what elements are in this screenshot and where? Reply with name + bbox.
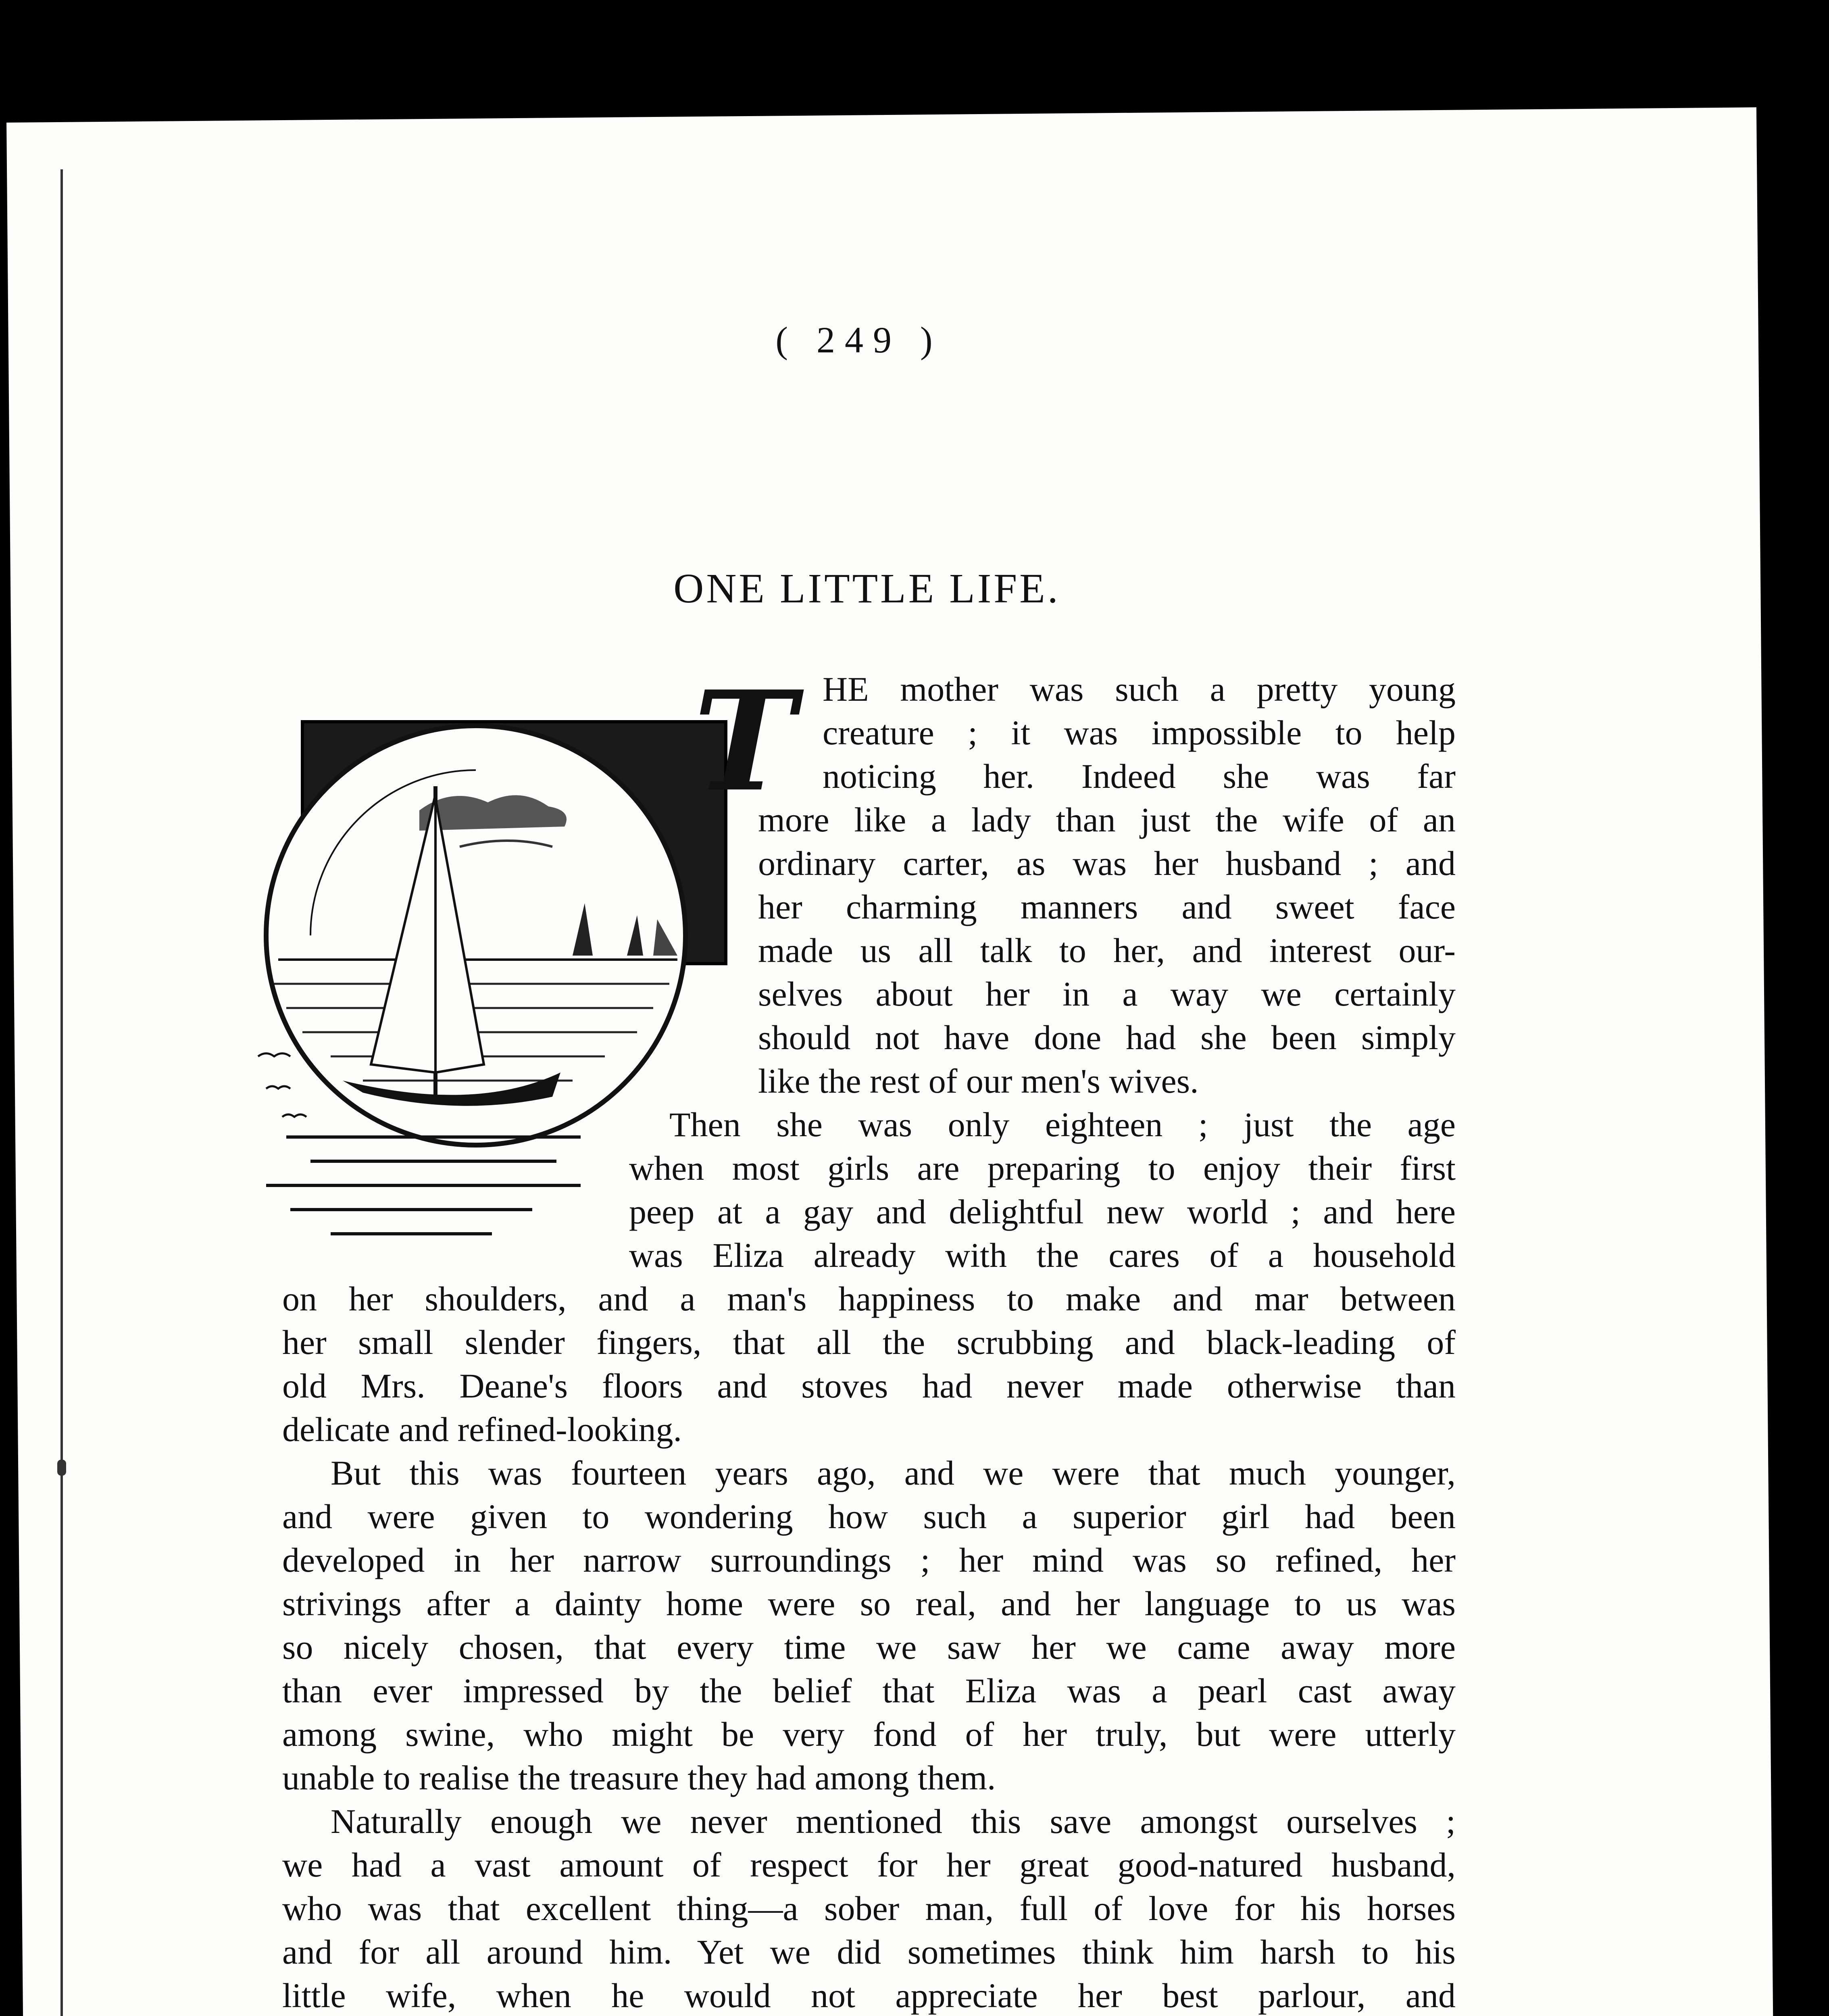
text-line: than ever impressed by the belief that Eliza was a pearl cast away bbox=[282, 1671, 1456, 1710]
article-title: ONE LITTLE LIFE. bbox=[673, 565, 1060, 612]
text-line: peep at a gay and delightful new world ; and here bbox=[629, 1192, 1456, 1231]
text-line: more like a lady than just the wife of an bbox=[758, 800, 1456, 839]
text-line: Then she was only eighteen ; just the age bbox=[669, 1105, 1456, 1144]
text-line: and for all around him. Yet we did sometimes think him harsh to his bbox=[282, 1933, 1456, 1971]
text-line: little wife, when he would not appreciate her best parlour, and bbox=[282, 1976, 1456, 2015]
text-line: when most girls are preparing to enjoy their first bbox=[629, 1149, 1456, 1187]
text-line: ordinary carter, as was her husband ; and bbox=[758, 844, 1456, 883]
text-line: HE mother was such a pretty young bbox=[823, 670, 1456, 708]
text-line: Naturally enough we never mentioned this save amongst ourselves ; bbox=[331, 1802, 1456, 1841]
text-line: made us all talk to her, and interest our- bbox=[758, 931, 1456, 970]
text-line: like the rest of our men's wives. bbox=[758, 1062, 1199, 1100]
text-line: her small slender fingers, that all the scrubbing and black-leading of bbox=[282, 1323, 1456, 1362]
text-line: and were given to wondering how such a superior girl had been bbox=[282, 1497, 1456, 1536]
text-line: her charming manners and sweet face bbox=[758, 887, 1456, 926]
text-line: old Mrs. Deane's floors and stoves had never made otherwise than bbox=[282, 1366, 1456, 1405]
text-line: was Eliza already with the cares of a household bbox=[629, 1236, 1456, 1275]
text-line: among swine, who might be very fond of her truly, but were utterly bbox=[282, 1715, 1456, 1754]
text-line: so nicely chosen, that every time we saw her we came away more bbox=[282, 1628, 1456, 1666]
text-line: strivings after a dainty home were so real, and her language to us was bbox=[282, 1584, 1456, 1623]
text-line: noticing her. Indeed she was far bbox=[823, 757, 1456, 796]
text-line: selves about her in a way we certainly bbox=[758, 975, 1456, 1013]
text-line: developed in her narrow surroundings ; her mind was so refined, her bbox=[282, 1541, 1456, 1579]
text-line: should not have done had she been simply bbox=[758, 1018, 1456, 1057]
text-line: we had a vast amount of respect for her great good-natured husband, bbox=[282, 1845, 1456, 1884]
text-line: But this was fourteen years ago, and we were that much younger, bbox=[331, 1454, 1456, 1492]
text-line: unable to realise the treasure they had among them. bbox=[282, 1758, 996, 1797]
text-line: delicate and refined-looking. bbox=[282, 1410, 682, 1449]
text-line: on her shoulders, and a man's happiness to make and mar between bbox=[282, 1279, 1456, 1318]
drop-cap: T bbox=[694, 661, 796, 822]
page-number: ( 249 ) bbox=[775, 319, 942, 360]
text-line: creature ; it was impossible to help bbox=[823, 713, 1456, 752]
text-line: who was that excellent thing—a sober man, full of love for his horses bbox=[282, 1889, 1456, 1928]
